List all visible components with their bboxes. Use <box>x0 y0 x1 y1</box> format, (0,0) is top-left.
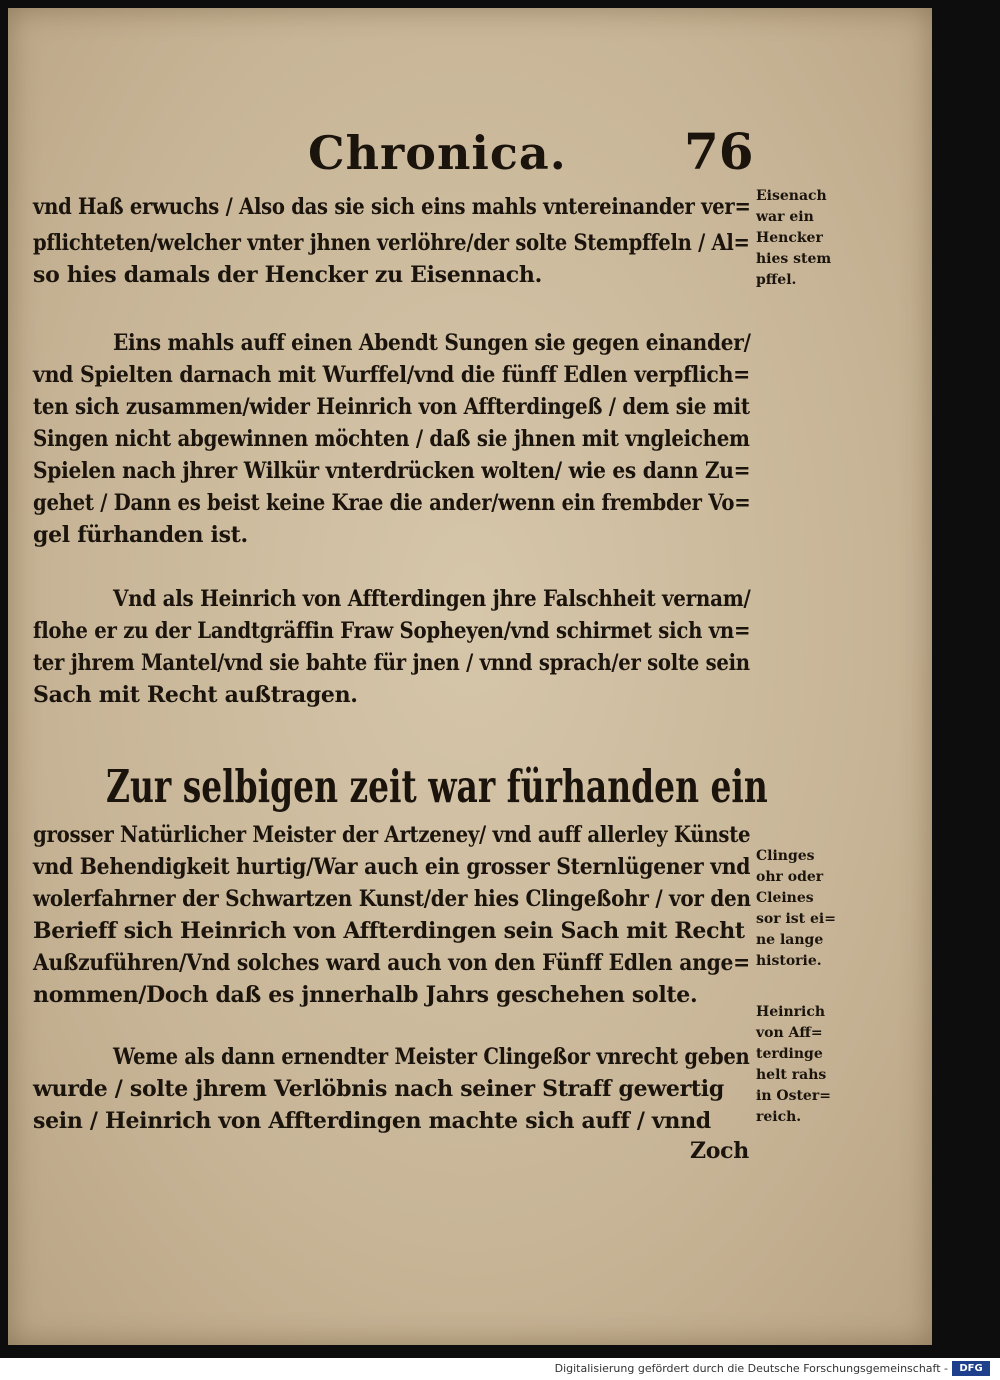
text-line: Vnd als Heinrich von Affterdingen jhre Falschheit vernam/ <box>113 586 751 612</box>
section-headline: Zur selbigen zeit war fürhanden ein <box>106 760 768 813</box>
margin-note-line: pffel. <box>756 272 797 288</box>
text-line: Singen nicht abgewinnen möchten / daß sie jhnen mit vngleichem <box>33 426 750 452</box>
page-number: 76 <box>684 122 754 181</box>
digitization-footer <box>0 1358 1000 1380</box>
text-line: Sach mit Recht außtragen. <box>33 682 358 708</box>
margin-note-line: reich. <box>756 1109 802 1125</box>
funding-credit: Digitalisierung gefördert durch die Deutsche Forschungsgemeinschaft - <box>554 1362 948 1375</box>
text-line: wurde / solte jhrem Verlöbnis nach seiner Straff gewertig <box>33 1076 724 1102</box>
text-line: nommen/Doch daß es jnnerhalb Jahrs geschehen solte. <box>33 982 698 1008</box>
running-title: Chronica. <box>308 126 567 180</box>
text-line: pflichteten/welcher vnter jhnen verlöhre/der solte Stempffeln / Al= <box>33 230 750 256</box>
margin-note-line: Hencker <box>756 230 823 246</box>
margin-note-line: war ein <box>756 209 814 225</box>
margin-note-line: sor ist ei= <box>756 911 836 927</box>
text-line: sein / Heinrich von Affterdingen machte sich auff / vnnd <box>33 1108 711 1134</box>
book-page <box>8 8 932 1345</box>
text-line: Eins mahls auff einen Abendt Sungen sie gegen einander/ <box>113 330 751 356</box>
dfg-logo-icon: DFG <box>952 1361 990 1376</box>
text-line: gel fürhanden ist. <box>33 522 248 548</box>
margin-note-line: hies stem <box>756 251 832 267</box>
margin-note-line: helt rahs <box>756 1067 827 1083</box>
text-line: flohe er zu der Landtgräffin Fraw Sopheyen/vnd schirmet sich vn= <box>33 618 751 644</box>
margin-note-line: terdinge <box>756 1046 823 1062</box>
margin-note-line: Clinges <box>756 848 815 864</box>
text-line: so hies damals der Hencker zu Eisennach. <box>33 262 542 288</box>
text-line: vnd Haß erwuchs / Also das sie sich eins mahls vntereinander ver= <box>33 194 751 220</box>
text-line: vnd Spielten darnach mit Wurffel/vnd die fünff Edlen verpflich= <box>33 362 750 388</box>
margin-note-line: historie. <box>756 953 822 969</box>
text-line: Weme als dann ernendter Meister Clingeßor vnrecht geben <box>113 1044 750 1070</box>
text-line: grosser Natürlicher Meister der Artzeney/ vnd auff allerley Künste <box>33 822 751 848</box>
text-line: ter jhrem Mantel/vnd sie bahte für jnen / vnnd sprach/er solte sein <box>33 650 750 676</box>
margin-note-line: ohr oder <box>756 869 824 885</box>
page-header <box>8 122 932 186</box>
text-line: wolerfahrner der Schwartzen Kunst/der hies Clingeßohr / vor den <box>33 886 751 912</box>
margin-note-line: ne lange <box>756 932 824 948</box>
text-line: Spielen nach jhrer Wilkür vnterdrücken wolten/ wie es dann Zu= <box>33 458 751 484</box>
text-line: Berieff sich Heinrich von Affterdingen sein Sach mit Recht <box>33 918 745 944</box>
text-line: gehet / Dann es beist keine Krae die ander/wenn ein frembder Vo= <box>33 490 751 516</box>
margin-note-line: von Aff= <box>756 1025 823 1041</box>
text-line: ten sich zusammen/wider Heinrich von Affterdingeß / dem sie mit <box>33 394 750 420</box>
margin-note-line: Cleines <box>756 890 814 906</box>
margin-note-line: Eisenach <box>756 188 827 204</box>
text-line: vnd Behendigkeit hurtig/War auch ein grosser Sternlügener vnd <box>33 854 751 880</box>
margin-note-line: Heinrich <box>756 1004 826 1020</box>
catchword: Zoch <box>690 1138 749 1164</box>
margin-note-line: in Oster= <box>756 1088 831 1104</box>
text-line: Außzuführen/Vnd solches ward auch von den Fünff Edlen ange= <box>33 950 750 976</box>
